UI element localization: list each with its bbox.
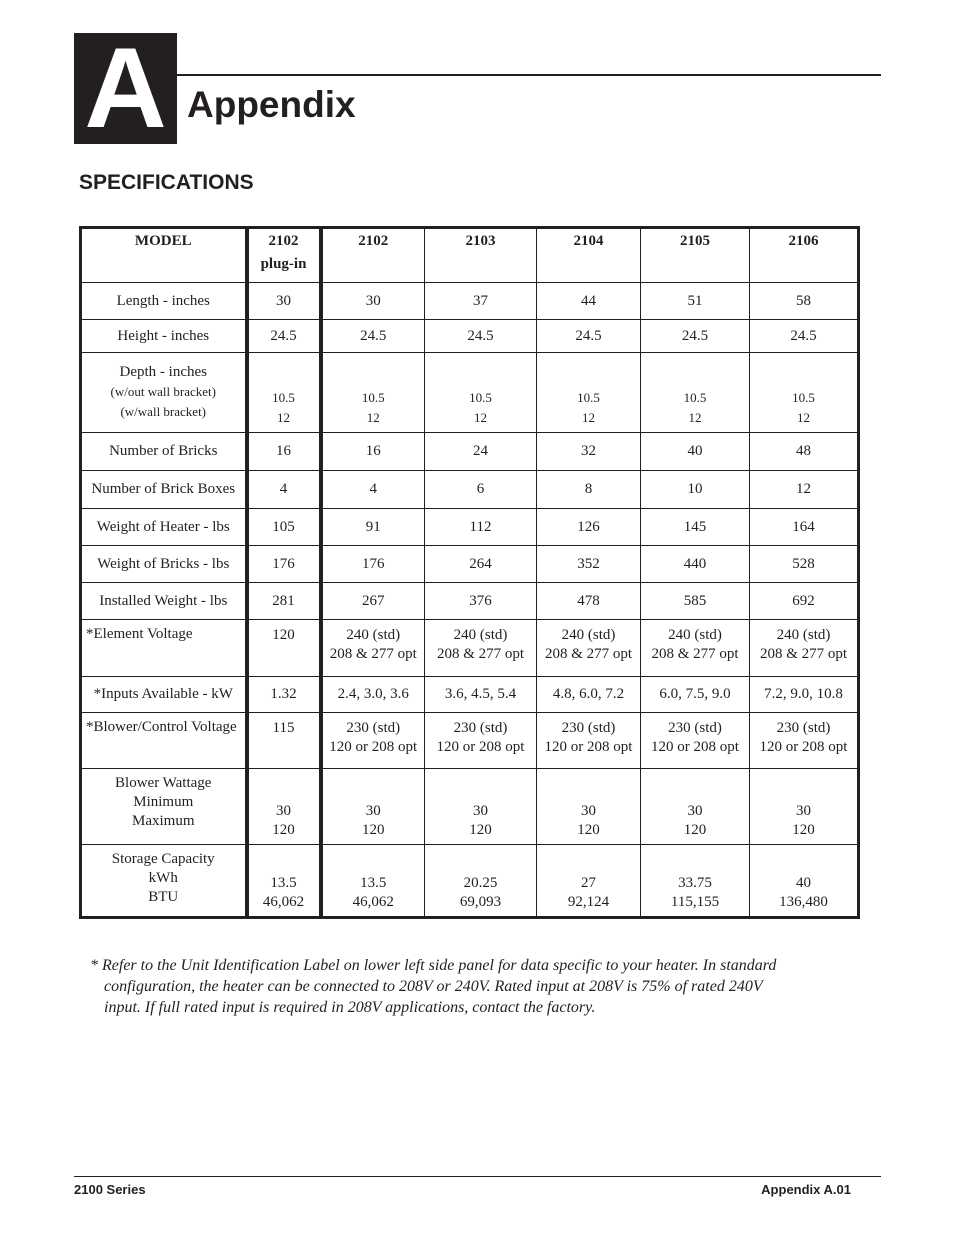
cell-value: 40 xyxy=(687,443,703,459)
cell-value: 208 & 277 opt xyxy=(544,646,633,662)
table-cell xyxy=(537,769,641,845)
cell-value: 230 (std) xyxy=(346,720,401,736)
table-cell xyxy=(537,713,641,769)
table-row xyxy=(81,677,859,713)
row-label-text: *Element Voltage xyxy=(86,626,193,642)
row-label-text: Number of Brick Boxes xyxy=(91,481,236,497)
cell-value: 240 (std) xyxy=(668,627,722,643)
row-label-text: Installed Weight - lbs xyxy=(99,592,228,609)
cell-value: 12 xyxy=(688,410,702,425)
row-sublabel-text: (w/out wall bracket) xyxy=(110,384,216,399)
cell-value: 10.5 xyxy=(272,390,295,405)
table-cell xyxy=(247,769,321,845)
table-cell xyxy=(537,620,641,677)
cell-value: 352 xyxy=(577,555,600,572)
cell-value: 40 xyxy=(796,875,811,891)
table-cell xyxy=(641,283,750,320)
cell-value: 112 xyxy=(469,518,492,535)
table-cell xyxy=(321,845,425,918)
footnote xyxy=(90,955,850,1018)
cell-value: 208 & 277 opt xyxy=(651,646,739,662)
cell-value: 692 xyxy=(792,592,815,609)
appendix-letter-block: A xyxy=(74,33,177,144)
table-cell xyxy=(425,583,537,620)
cell-value: 120 xyxy=(792,822,815,838)
table-cell xyxy=(247,546,321,583)
column-header xyxy=(81,228,247,283)
row-label xyxy=(81,583,247,620)
cell-value: 10.5 xyxy=(361,390,385,405)
cell-value: 46,062 xyxy=(262,894,305,910)
cell-value: 10 xyxy=(687,481,703,497)
cell-value: 92,124 xyxy=(567,894,610,910)
cell-value: 120 or 208 opt xyxy=(759,739,848,755)
row-label xyxy=(81,320,247,353)
table-row xyxy=(81,845,859,918)
table-cell xyxy=(641,471,750,509)
cell-value: 120 xyxy=(272,822,295,838)
row-label xyxy=(81,713,247,769)
cell-value: 120 xyxy=(272,627,295,643)
table-cell xyxy=(641,583,750,620)
footer-series: 2100 Series xyxy=(74,1182,146,1197)
table-cell xyxy=(641,320,750,353)
row-label xyxy=(81,353,247,433)
cell-value: 69,093 xyxy=(459,894,502,910)
table-cell xyxy=(641,509,750,546)
table-row xyxy=(81,583,859,620)
row-label-text: Weight of Bricks - lbs xyxy=(97,555,230,572)
footnote-line: configuration, the heater can be connected to 208V or 240V. Rated input at 208V is 75% of rated 240V xyxy=(104,978,763,995)
cell-value: 16 xyxy=(276,443,291,459)
header-rule xyxy=(177,74,881,76)
column-header-text: 2103 xyxy=(465,233,496,249)
cell-value: 30 xyxy=(581,803,596,819)
cell-value: 16 xyxy=(365,443,381,459)
column-header-text: 2105 xyxy=(680,233,710,249)
table-cell xyxy=(750,620,859,677)
table-row xyxy=(81,433,859,471)
cell-value: 51 xyxy=(687,292,703,309)
cell-value: 44 xyxy=(581,292,596,309)
cell-value: 164 xyxy=(792,518,815,535)
cell-value: 230 (std) xyxy=(453,720,508,736)
table-cell xyxy=(425,677,537,713)
table-cell xyxy=(537,353,641,433)
row-label-text: Storage Capacity xyxy=(111,851,215,867)
table-cell xyxy=(425,509,537,546)
cell-value: 10.5 xyxy=(683,390,707,405)
row-label-text: Weight of Heater - lbs xyxy=(96,518,230,535)
table-row xyxy=(81,713,859,769)
cell-value: 32 xyxy=(581,443,596,459)
cell-value: 3.6, 4.5, 5.4 xyxy=(444,686,517,702)
page-title: Appendix xyxy=(187,84,356,125)
cell-value: 240 (std) xyxy=(776,627,831,643)
cell-value: 585 xyxy=(683,592,707,609)
cell-value: 240 (std) xyxy=(561,627,616,643)
table-cell xyxy=(425,320,537,353)
table-cell xyxy=(247,845,321,918)
cell-value: 4 xyxy=(369,481,377,497)
table-cell xyxy=(321,713,425,769)
cell-value: 240 (std) xyxy=(346,627,401,643)
row-label xyxy=(81,845,247,918)
cell-value: 120 xyxy=(469,822,492,838)
column-header-text: MODEL xyxy=(134,233,192,249)
table-cell xyxy=(247,353,321,433)
table-cell xyxy=(425,713,537,769)
table-cell xyxy=(321,471,425,509)
cell-value: 30 xyxy=(473,803,488,819)
cell-value: 10.5 xyxy=(577,390,600,405)
cell-value: 6.0, 7.5, 9.0 xyxy=(659,686,731,702)
row-label xyxy=(81,509,247,546)
cell-value: 115 xyxy=(272,720,295,736)
cell-value: 12 xyxy=(582,410,595,425)
cell-value: 8 xyxy=(584,481,593,497)
cell-value: 208 & 277 opt xyxy=(329,646,417,662)
table-cell xyxy=(247,433,321,471)
table-cell xyxy=(425,845,537,918)
row-label-text: Height - inches xyxy=(117,327,210,344)
cell-value: 10.5 xyxy=(469,390,492,405)
table-cell xyxy=(321,353,425,433)
cell-value: 33.75 xyxy=(678,875,712,891)
row-sublabel-text: kWh xyxy=(148,870,178,886)
cell-value: 208 & 277 opt xyxy=(759,646,848,662)
table-cell xyxy=(750,583,859,620)
row-label xyxy=(81,283,247,320)
table-cell xyxy=(321,320,425,353)
row-sublabel-text: (w/wall bracket) xyxy=(120,404,207,419)
cell-value: 7.2, 9.0, 10.8 xyxy=(764,686,843,702)
table-cell xyxy=(750,769,859,845)
table-cell xyxy=(641,546,750,583)
table-row xyxy=(81,283,859,320)
table-row xyxy=(81,620,859,677)
table-cell xyxy=(641,845,750,918)
cell-value: 120 or 208 opt xyxy=(651,739,739,755)
cell-value: 230 (std) xyxy=(668,720,722,736)
cell-value: 126 xyxy=(577,518,600,535)
table-cell xyxy=(750,677,859,713)
table-cell xyxy=(247,583,321,620)
cell-value: 24.5 xyxy=(790,327,817,344)
section-title: SPECIFICATIONS xyxy=(79,171,254,194)
row-label-text: Depth - inches xyxy=(119,364,207,380)
column-header-text: 2102 xyxy=(358,233,389,249)
cell-value: 281 xyxy=(272,592,295,609)
column-header xyxy=(321,228,425,283)
cell-value: 48 xyxy=(796,443,811,459)
row-label-text: Number of Bricks xyxy=(109,443,218,459)
cell-value: 120 xyxy=(362,822,385,838)
column-header xyxy=(247,228,321,283)
footnote-line: * Refer to the Unit Identification Label on lower left side panel for data specific to your heater. In standard xyxy=(90,957,777,974)
cell-value: 6 xyxy=(476,481,485,497)
row-label-text: *Inputs Available - kW xyxy=(93,686,233,702)
row-label-text: Blower Wattage xyxy=(115,775,212,791)
table-cell xyxy=(425,620,537,677)
cell-value: 176 xyxy=(272,555,295,572)
cell-value: 46,062 xyxy=(352,894,394,910)
table-cell xyxy=(641,433,750,471)
cell-value: 24.5 xyxy=(360,327,387,344)
cell-value: 37 xyxy=(473,292,488,309)
cell-value: 440 xyxy=(683,555,707,572)
table-cell xyxy=(750,433,859,471)
cell-value: 208 & 277 opt xyxy=(436,646,525,662)
table-row xyxy=(81,769,859,845)
cell-value: 24.5 xyxy=(467,327,494,344)
table-cell xyxy=(321,620,425,677)
table-cell xyxy=(425,433,537,471)
cell-value: 30 xyxy=(365,292,381,309)
cell-value: 267 xyxy=(362,592,385,609)
table-row xyxy=(81,353,859,433)
footnote-line: input. If full rated input is required in 208V applications, contact the factory. xyxy=(104,999,596,1016)
table-cell xyxy=(321,433,425,471)
cell-value: 12 xyxy=(474,410,487,425)
cell-value: 1.32 xyxy=(270,686,297,702)
cell-value: 30 xyxy=(276,292,291,309)
cell-value: 24 xyxy=(473,443,488,459)
cell-value: 264 xyxy=(469,555,492,572)
cell-value: 24.5 xyxy=(270,327,297,344)
table-cell xyxy=(537,509,641,546)
cell-value: 145 xyxy=(683,518,707,535)
table-cell xyxy=(247,509,321,546)
table-cell xyxy=(247,320,321,353)
table-cell xyxy=(750,713,859,769)
table-header-row xyxy=(81,228,859,283)
cell-value: 230 (std) xyxy=(776,720,831,736)
table-cell xyxy=(425,546,537,583)
column-header xyxy=(537,228,641,283)
table-cell xyxy=(425,769,537,845)
cell-value: 91 xyxy=(365,518,381,535)
table-cell xyxy=(537,433,641,471)
cell-value: 12 xyxy=(797,410,810,425)
table-cell xyxy=(321,583,425,620)
cell-value: 120 xyxy=(683,822,707,838)
row-label xyxy=(81,769,247,845)
row-label-text: Length - inches xyxy=(116,292,210,309)
table-cell xyxy=(321,677,425,713)
cell-value: 24.5 xyxy=(681,327,709,344)
row-label xyxy=(81,546,247,583)
table-row xyxy=(81,546,859,583)
table-row xyxy=(81,320,859,353)
cell-value: 120 xyxy=(577,822,600,838)
table-cell xyxy=(537,583,641,620)
table-cell xyxy=(641,713,750,769)
table-cell xyxy=(641,353,750,433)
table-row xyxy=(81,509,859,546)
cell-value: 478 xyxy=(577,592,600,609)
column-header-text: 2106 xyxy=(788,233,819,249)
row-sublabel-text: Minimum xyxy=(133,794,194,810)
column-header xyxy=(750,228,859,283)
footer-rule xyxy=(74,1176,881,1177)
cell-value: 176 xyxy=(362,555,385,572)
table-cell xyxy=(425,353,537,433)
cell-value: 240 (std) xyxy=(453,627,508,643)
cell-value: 58 xyxy=(796,292,811,309)
table-cell xyxy=(425,471,537,509)
cell-value: 30 xyxy=(276,803,291,819)
table-cell xyxy=(750,845,859,918)
cell-value: 230 (std) xyxy=(561,720,616,736)
column-header xyxy=(425,228,537,283)
row-sublabel-text: Maximum xyxy=(132,813,195,829)
table-cell xyxy=(247,620,321,677)
row-label xyxy=(81,677,247,713)
table-cell xyxy=(750,509,859,546)
table-cell xyxy=(537,320,641,353)
column-header-text: 2102 xyxy=(268,233,299,249)
table-cell xyxy=(537,546,641,583)
table-cell xyxy=(537,845,641,918)
cell-value: 528 xyxy=(792,555,815,572)
table-cell xyxy=(537,677,641,713)
table-cell xyxy=(247,471,321,509)
table-cell xyxy=(247,283,321,320)
cell-value: 376 xyxy=(469,592,492,609)
cell-value: 120 or 208 opt xyxy=(544,739,633,755)
column-header xyxy=(641,228,750,283)
cell-value: 115,155 xyxy=(670,894,720,910)
table-cell xyxy=(537,283,641,320)
row-label-text: *Blower/Control Voltage xyxy=(86,719,237,735)
table-cell xyxy=(750,546,859,583)
table-cell xyxy=(247,677,321,713)
table-cell xyxy=(750,353,859,433)
table-row xyxy=(81,471,859,509)
column-header-subtext: plug-in xyxy=(260,256,307,272)
cell-value: 20.25 xyxy=(463,875,498,891)
cell-value: 12 xyxy=(366,410,380,425)
footer-page-number: Appendix A.01 xyxy=(761,1182,851,1197)
table-cell xyxy=(321,769,425,845)
cell-value: 30 xyxy=(365,803,381,819)
column-header-text: 2104 xyxy=(573,233,604,249)
table-cell xyxy=(537,471,641,509)
cell-value: 24.5 xyxy=(575,327,602,344)
table-cell xyxy=(750,283,859,320)
cell-value: 4 xyxy=(279,481,288,497)
cell-value: 2.4, 3.0, 3.6 xyxy=(337,686,409,702)
cell-value: 12 xyxy=(796,481,811,497)
cell-value: 120 or 208 opt xyxy=(329,739,418,755)
cell-value: 12 xyxy=(277,410,290,425)
row-label xyxy=(81,471,247,509)
cell-value: 105 xyxy=(272,518,295,535)
table-cell xyxy=(641,620,750,677)
table-cell xyxy=(641,677,750,713)
cell-value: 10.5 xyxy=(792,390,815,405)
table-cell xyxy=(750,471,859,509)
specifications-table xyxy=(79,226,860,919)
cell-value: 30 xyxy=(687,803,703,819)
row-label xyxy=(81,433,247,471)
table-cell xyxy=(321,546,425,583)
table-cell xyxy=(321,283,425,320)
cell-value: 30 xyxy=(796,803,811,819)
table-cell xyxy=(425,283,537,320)
table-cell xyxy=(247,713,321,769)
table-cell xyxy=(321,509,425,546)
table-cell xyxy=(641,769,750,845)
cell-value: 4.8, 6.0, 7.2 xyxy=(552,686,625,702)
cell-value: 136,480 xyxy=(779,894,828,910)
row-sublabel-text: BTU xyxy=(148,889,179,905)
cell-value: 13.5 xyxy=(360,875,387,891)
cell-value: 120 or 208 opt xyxy=(436,739,525,755)
row-label xyxy=(81,620,247,677)
table-cell xyxy=(750,320,859,353)
cell-value: 27 xyxy=(581,875,596,891)
cell-value: 13.5 xyxy=(270,875,297,891)
